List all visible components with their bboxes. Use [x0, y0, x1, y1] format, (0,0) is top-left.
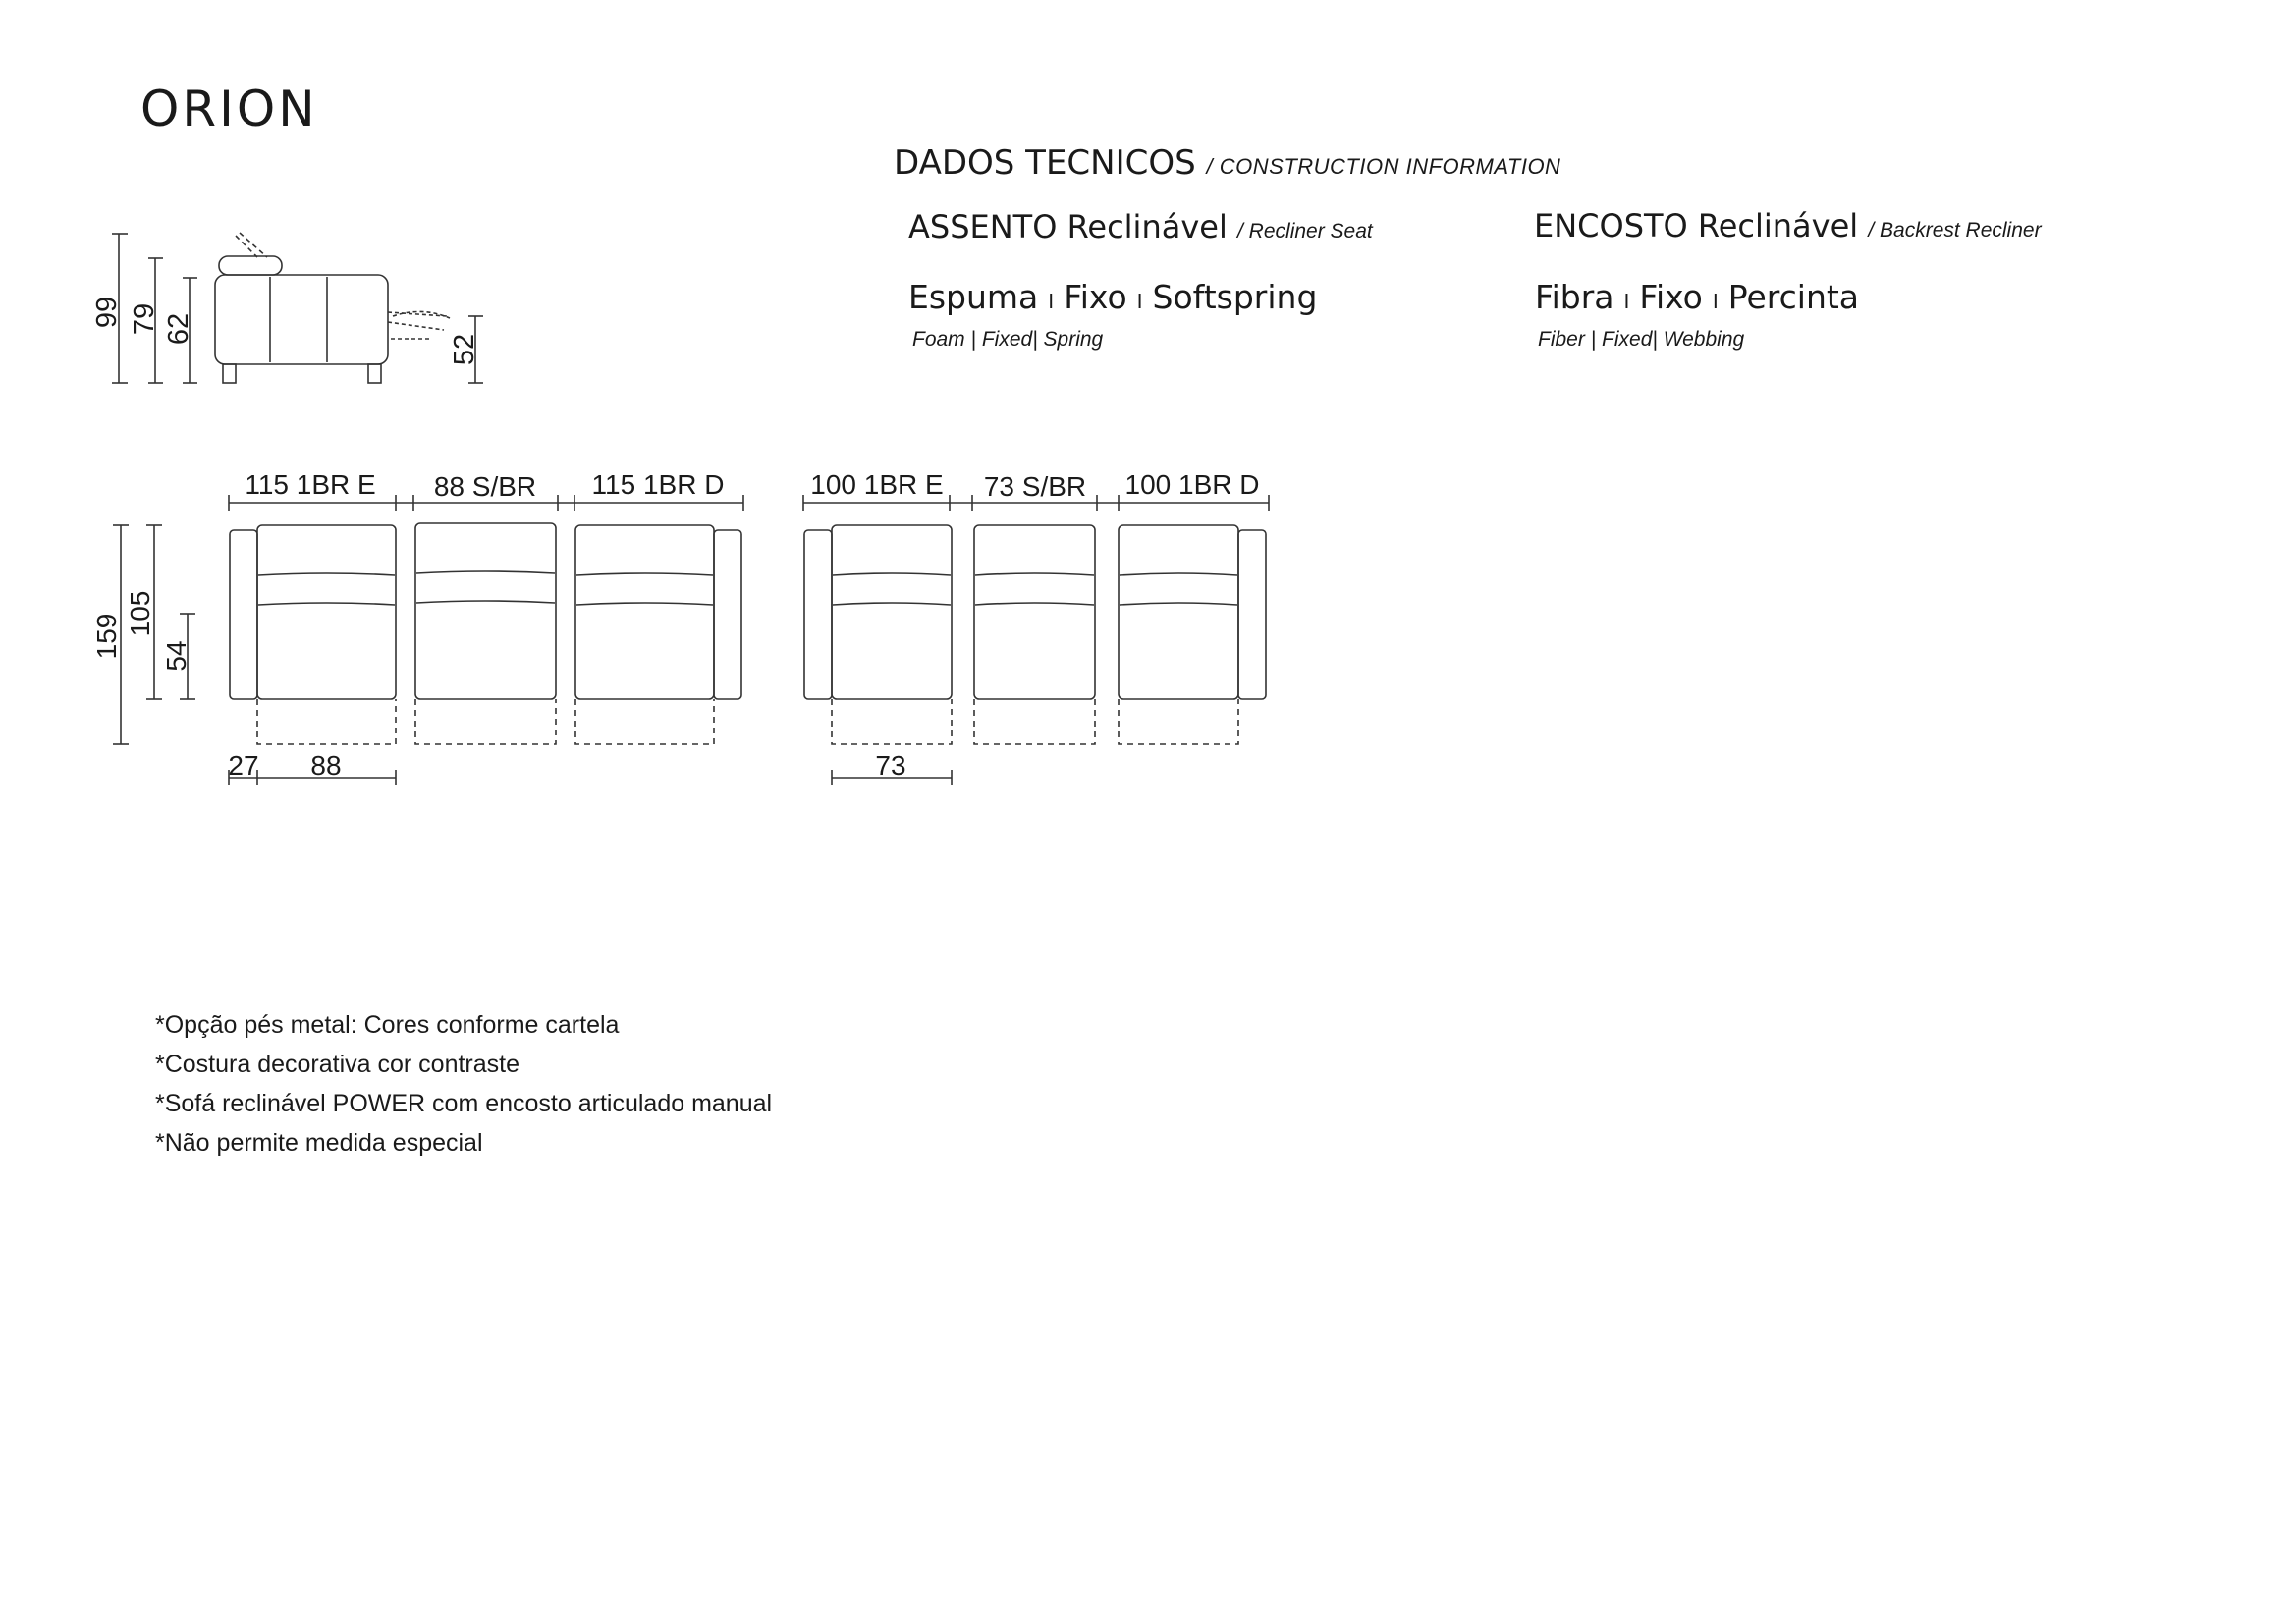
- plan-dim-54: 54: [161, 640, 191, 672]
- seat-en-sep-2: |: [1032, 328, 1038, 351]
- plan-dim-27: 27: [228, 750, 259, 781]
- module-label-a2: 88 S/BR: [433, 471, 537, 502]
- side-dim-52: 52: [449, 333, 480, 366]
- module-label-b2: 73 S/BR: [983, 471, 1087, 502]
- backrest-material-1: Fibra: [1535, 278, 1614, 316]
- backrest-materials-en: [1538, 328, 1744, 352]
- plan-dim-88: 88: [310, 750, 342, 781]
- seat-subtitle: / Recliner Seat: [1237, 220, 1373, 243]
- modules-group-a: [113, 495, 743, 785]
- backrest-material-3: Percinta: [1727, 278, 1860, 316]
- seat-sep-1: I: [1048, 290, 1055, 313]
- backrest-subtitle: / Backrest Recliner: [1868, 219, 2042, 242]
- backrest-en-sep-2: |: [1652, 328, 1658, 351]
- backrest-material-en-2: Fixed: [1602, 328, 1653, 351]
- backrest-en-sep-1: |: [1590, 328, 1597, 351]
- backrest-material-en-3: Webbing: [1663, 328, 1745, 351]
- backrest-sep-1: I: [1623, 290, 1630, 313]
- backrest-material-en-1: Fiber: [1538, 328, 1585, 351]
- seat-material-en-1: Foam: [912, 328, 965, 351]
- seat-en-sep-1: |: [970, 328, 976, 351]
- seat-material-1: Espuma: [908, 278, 1039, 316]
- backrest-material-2: Fixo: [1639, 278, 1703, 316]
- note-item: *Opção pés metal: Cores conforme cartela: [155, 1011, 620, 1039]
- seat-sep-2: I: [1136, 290, 1143, 313]
- seat-material-en-2: Fixed: [981, 328, 1033, 351]
- plan-dim-105: 105: [125, 590, 155, 637]
- modules-group-b: [803, 495, 1269, 785]
- product-title: ORION: [140, 81, 318, 137]
- module-label-b3: 100 1BR D: [1124, 469, 1260, 500]
- seat-title: ASSENTO Reclinável: [908, 208, 1228, 245]
- technical-drawing: [0, 0, 1296, 805]
- backrest-sep-2: I: [1712, 290, 1719, 313]
- plan-dim-73: 73: [875, 750, 906, 781]
- note-item: *Costura decorativa cor contraste: [155, 1051, 520, 1078]
- notes-list: [155, 1005, 772, 1163]
- side-dim-79: 79: [129, 302, 160, 336]
- note-item: *Sofá reclinável POWER com encosto articulado manual: [155, 1090, 773, 1117]
- module-label-b1: 100 1BR E: [810, 469, 944, 500]
- side-dim-62: 62: [163, 312, 194, 346]
- backrest-title: ENCOSTO Reclinável: [1534, 207, 1859, 244]
- module-label-a1: 115 1BR E: [245, 469, 376, 500]
- backrest-heading: [1534, 207, 2042, 244]
- technical-title: DADOS TECNICOS: [894, 143, 1196, 183]
- side-dim-99: 99: [91, 296, 123, 329]
- seat-material-2: Fixo: [1064, 278, 1127, 316]
- seat-material-3: Softspring: [1152, 278, 1318, 316]
- side-view-drawing: [112, 233, 483, 383]
- note-item: *Não permite medida especial: [155, 1129, 483, 1157]
- technical-subtitle: / CONSTRUCTION INFORMATION: [1206, 154, 1561, 179]
- backrest-materials: [1535, 278, 1859, 316]
- seat-material-en-3: Spring: [1043, 328, 1104, 351]
- module-label-a3: 115 1BR D: [591, 469, 725, 500]
- plan-dim-159: 159: [91, 613, 122, 660]
